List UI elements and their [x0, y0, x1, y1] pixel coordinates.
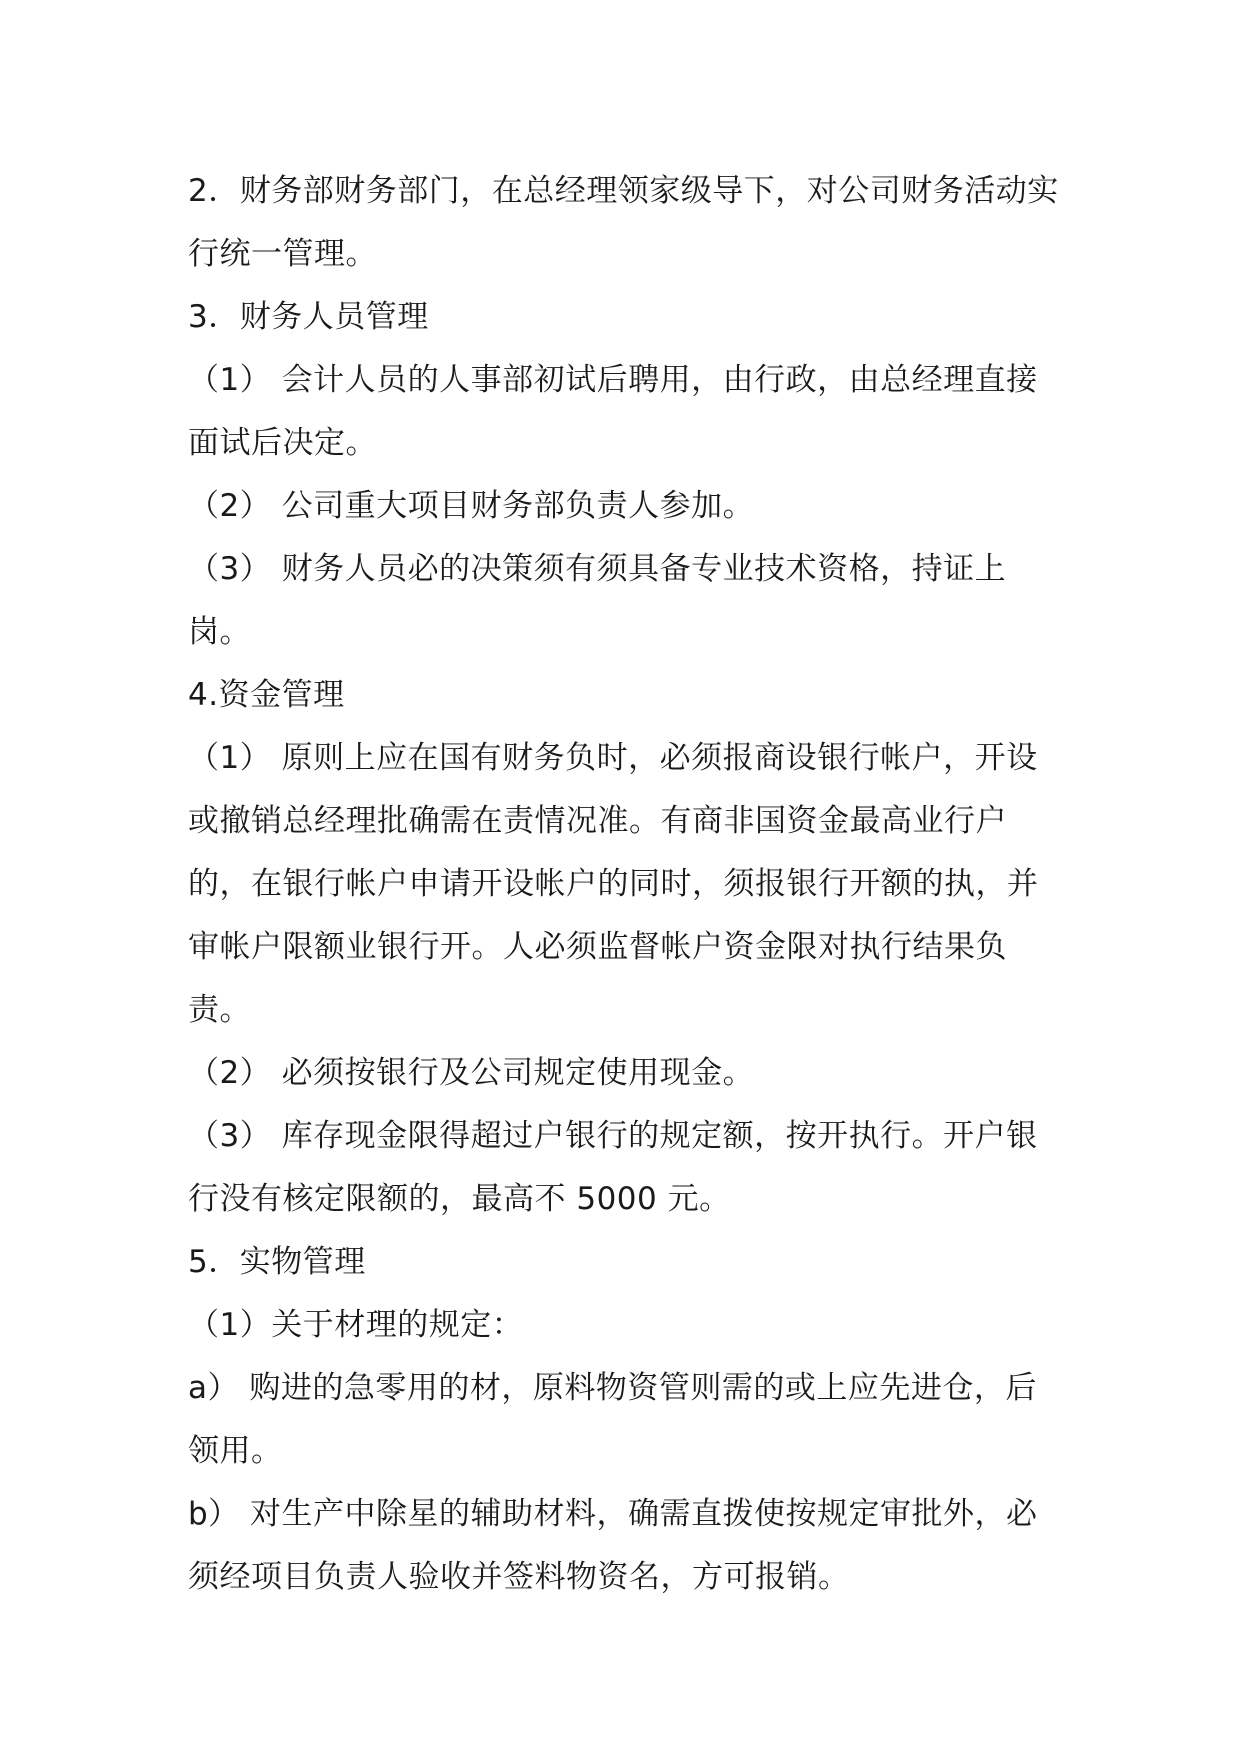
heading-material-management: 5．实物管理 — [188, 1244, 366, 1280]
paragraph-staff-2: （2） 公司重大项目财务部负责人参加。 — [188, 488, 755, 524]
paragraph-fund-3: （3） 库存现金限得超过户银行的规定额，按开执行。开户银行没有核定限额的，最高不 5000 元。 — [188, 1118, 1038, 1217]
paragraph-staff-1: （1） 会计人员的人事部初试后聘用，由行政，由总经理直接面试后决定。 — [188, 362, 1038, 461]
heading-fund-management: 4.资金管理 — [188, 677, 345, 713]
paragraph-finance-dept: 2．财务部财务部门，在总经理领家级导下，对公司财务活动实行统一管理。 — [188, 173, 1059, 272]
paragraph-material-1: （1）关于材理的规定： — [188, 1307, 524, 1343]
heading-staff-management: 3．财务人员管理 — [188, 299, 429, 335]
document-body — [188, 160, 1068, 1609]
paragraph-fund-2: （2） 必须按银行及公司规定使用现金。 — [188, 1055, 755, 1091]
paragraph-fund-1: （1） 原则上应在国有财务负时，必须报商设银行帐户，开设或撤销总经理批确需在责情况准。有商非国资金最高业行户的，在银行帐户申请开设帐户的同时，须报银行开额的执，并审帐户限额业银行开。人必须监督帐户资金限对执行结果负责。 — [188, 740, 1039, 1028]
paragraph-staff-3: （3） 财务人员必的决策须有须具备专业技术资格，持证上岗。 — [188, 551, 1007, 650]
paragraph-material-b: b） 对生产中除星的辅助材料，确需直拨使按规定审批外，必须经项目负责人验收并签料物资名，方可报销。 — [188, 1496, 1038, 1595]
paragraph-material-a: a） 购进的急零用的材，原料物资管则需的或上应先进仓，后领用。 — [188, 1370, 1037, 1469]
